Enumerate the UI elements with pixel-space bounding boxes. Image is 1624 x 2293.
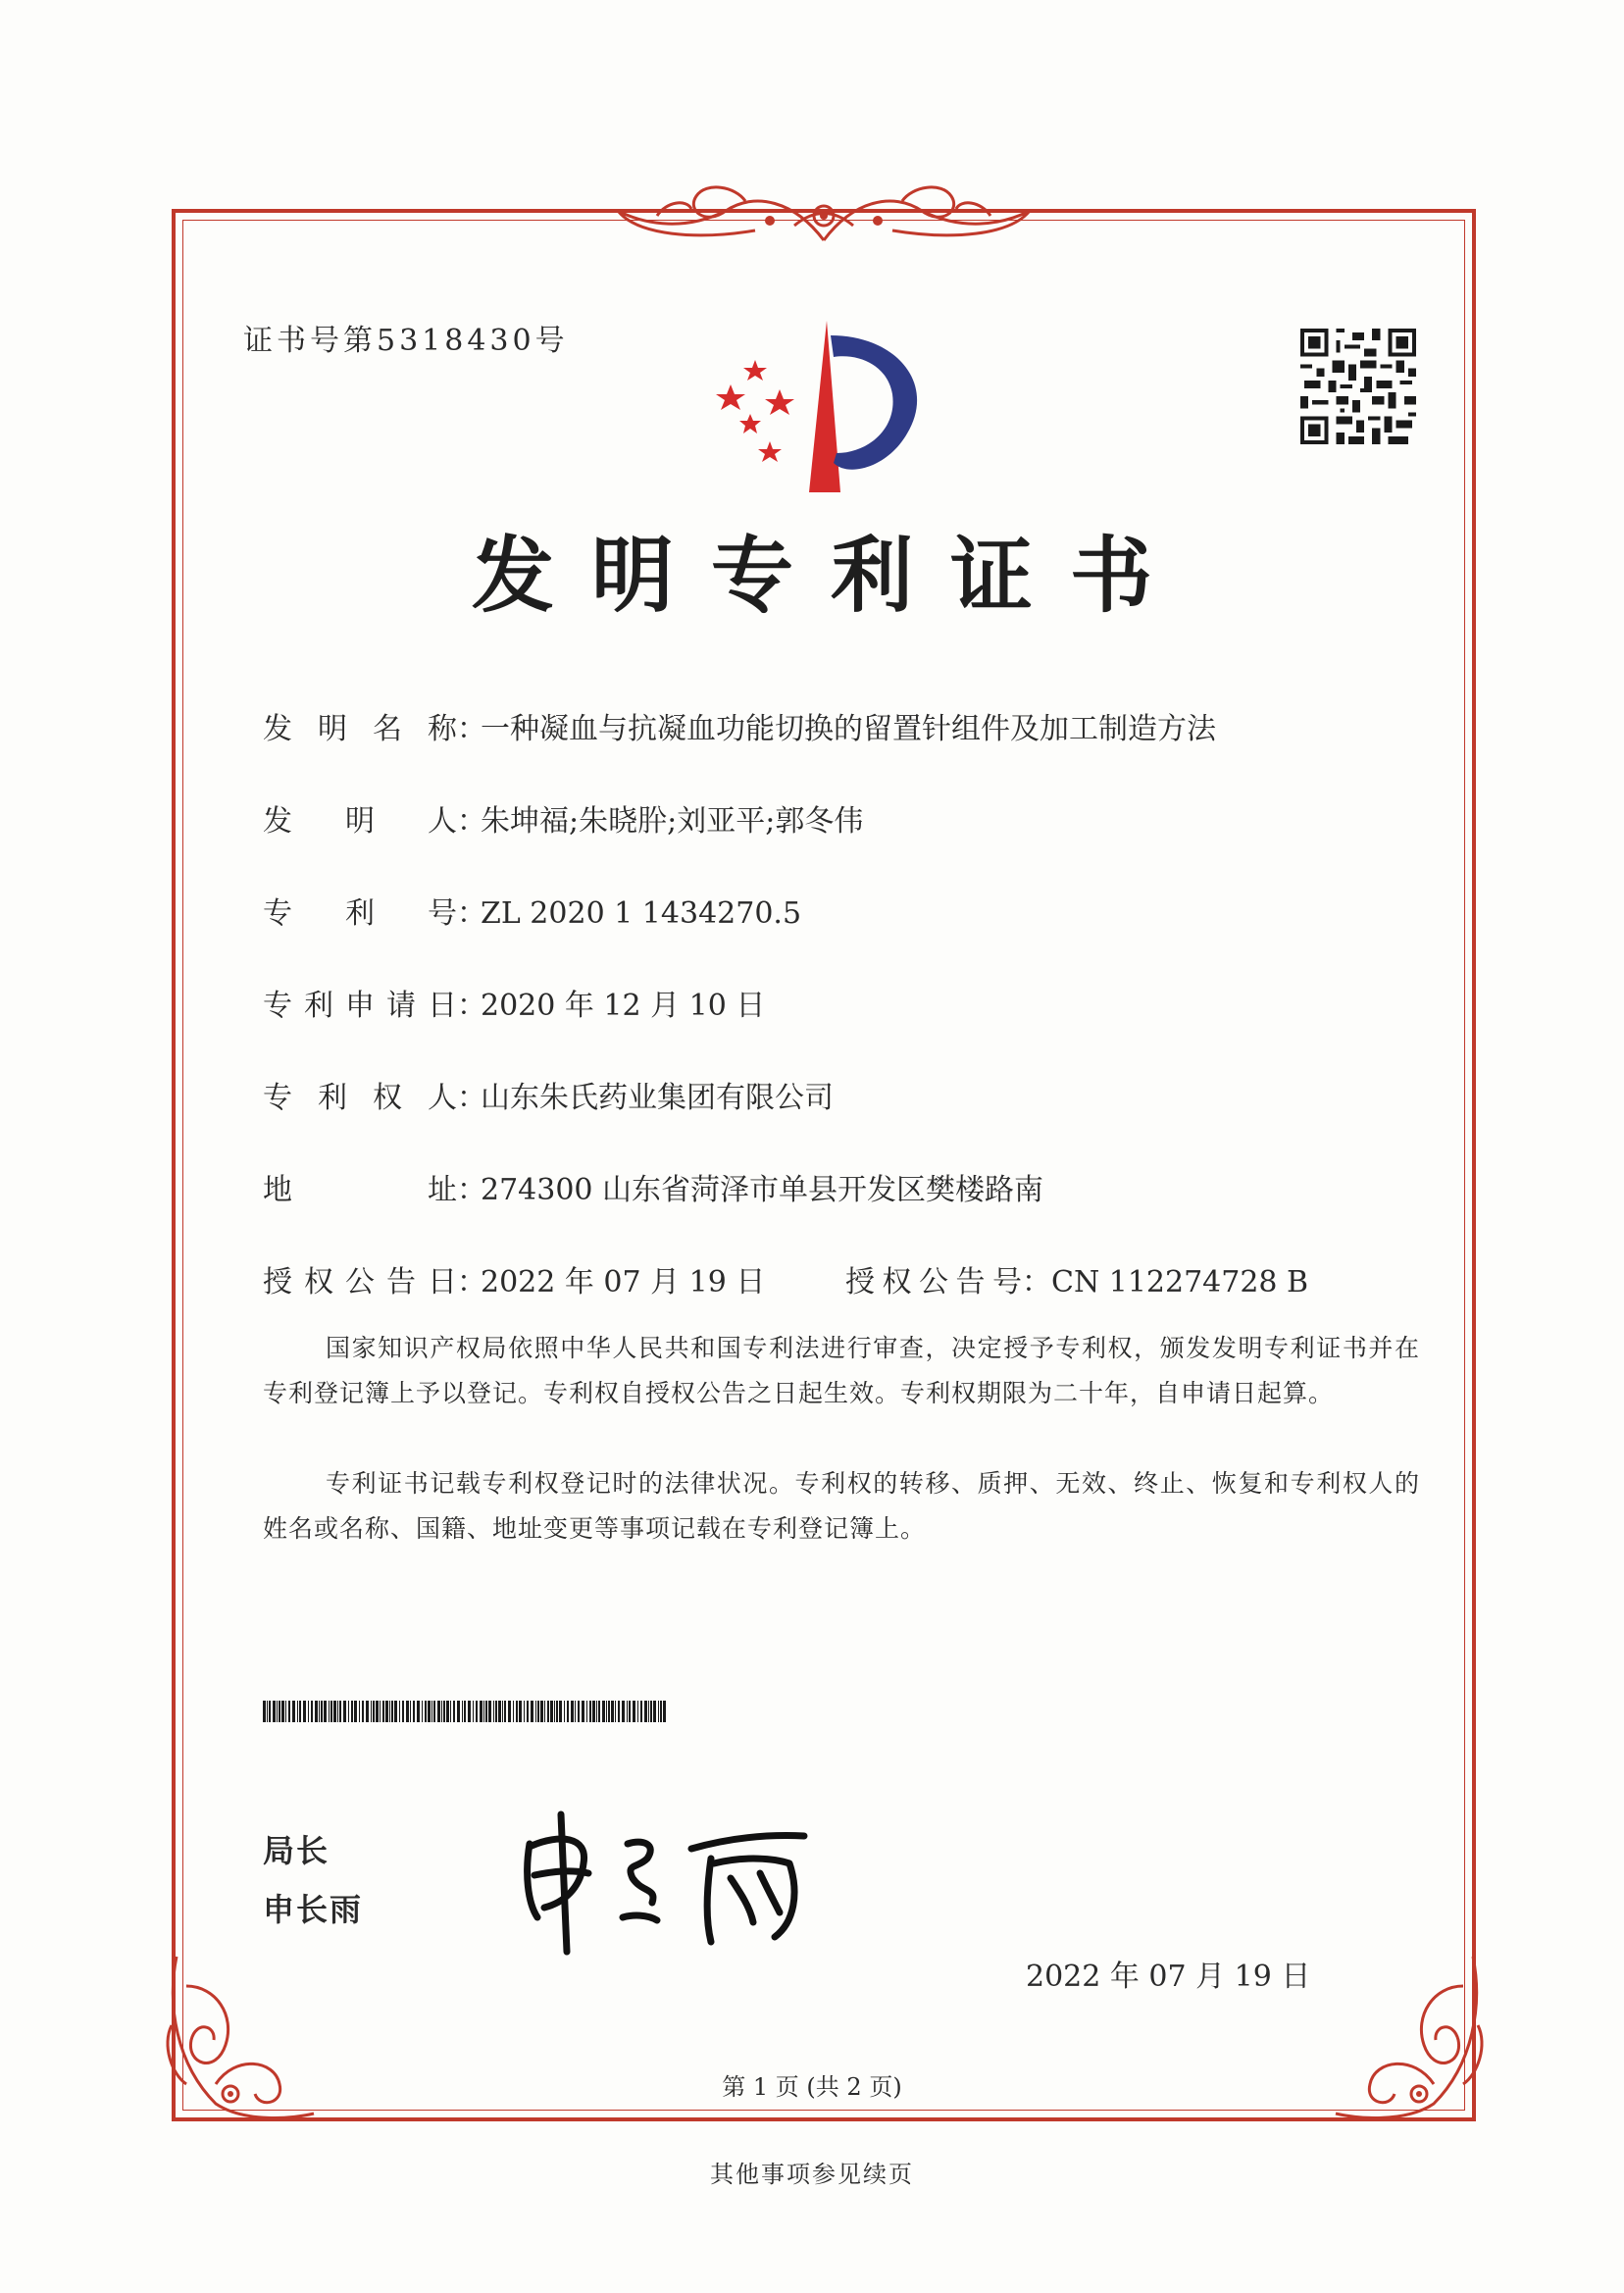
statement-paragraph-2: 专利证书记载专利权登记时的法律状况。专利权的转移、质押、无效、终止、恢复和专利权人的姓名或名称、国籍、地址变更等事项记载在专利登记簿上。 [263,1469,1420,1543]
field-label: 发明名称 [263,712,457,746]
barcode-bar [575,1701,576,1722]
barcode-bar [648,1701,649,1722]
barcode-icon [263,1701,667,1722]
barcode-bar [263,1701,266,1722]
field-value: 山东朱氏药业集团有限公司 [481,1081,834,1115]
barcode-bar [606,1701,607,1722]
field-label: 专利权人 [263,1081,457,1115]
barcode-bar [417,1701,420,1722]
barcode-bar [493,1701,494,1722]
field-label: 授权公告日 [263,1265,457,1299]
barcode-bar [578,1701,580,1722]
barcode-bar [351,1701,353,1722]
top-ornament-icon [598,181,1049,250]
barcode-bar [644,1701,647,1722]
barcode-bar [658,1701,659,1722]
barcode-bar [406,1701,409,1722]
barcode-bar [468,1701,471,1722]
field-label: 发明人 [263,804,457,839]
barcode-bar [627,1701,628,1722]
barcode-bar [618,1701,620,1722]
barcode-bar [524,1701,525,1722]
barcode-bar [554,1701,555,1722]
barcode-bar [453,1701,455,1722]
barcode-bar [582,1701,584,1722]
barcode-bar [446,1701,449,1722]
barcode-bar [273,1701,276,1722]
barcode-bar [277,1701,278,1722]
barcode-bar [362,1701,364,1722]
field-patentee: 专利权人：山东朱氏药业集团有限公司 [263,1073,834,1116]
barcode-bar [559,1701,562,1722]
barcode-bar [391,1701,393,1722]
barcode-bar [660,1701,662,1722]
barcode-bar [663,1701,666,1722]
field-label: 专利申请日 [263,989,457,1023]
barcode-bar [567,1701,569,1722]
director-title: 局长 [263,1832,330,1869]
statement-paragraph-1: 国家知识产权局依照中华人民共和国专利法进行审查，决定授予专利权，颁发发明专利证书并在专利登记簿上予以登记。专利权自授权公告之日起生效。专利权期限为二十年，自申请日起算。 [263,1334,1420,1407]
barcode-bar [267,1701,268,1722]
barcode-bar [366,1701,369,1722]
barcode-bar [476,1701,478,1722]
barcode-bar [640,1701,642,1722]
barcode-bar [480,1701,482,1722]
field-value: 2022 年 07 月 19 日 [481,1265,766,1299]
barcode-bar [431,1701,432,1722]
barcode-bar [321,1701,323,1722]
barcode-bar [462,1701,463,1722]
barcode-bar [586,1701,587,1722]
barcode-bar [428,1701,431,1722]
field-label: 专利号 [263,896,457,931]
barcode-bar [544,1701,545,1722]
barcode-bar [653,1701,656,1722]
barcode-bar [394,1701,397,1722]
director-name: 申长雨 [263,1891,364,1928]
barcode-bar [527,1701,529,1722]
barcode-bar [279,1701,280,1722]
barcode-bar [547,1701,549,1722]
page-title: 发明专利证书 [471,528,1190,624]
barcode-bar [502,1701,503,1722]
field-patent-number: 专利号：ZL 2020 1 1434270.5 [263,889,801,932]
barcode-bar [498,1701,501,1722]
barcode-bar [508,1701,511,1722]
field-announcement-number: 授权公告号：CN 112274728 B [845,1257,1308,1300]
barcode-bar [637,1701,638,1722]
barcode-bar [608,1701,610,1722]
barcode-bar [308,1701,309,1722]
barcode-bar [592,1701,595,1722]
field-value: 朱坤福;朱晓肸;刘亚平;郭冬伟 [481,804,864,839]
barcode-bar [402,1701,404,1722]
barcode-bar [596,1701,597,1722]
barcode-bar [371,1701,372,1722]
field-address: 地址：274300 山东省菏泽市单县开发区樊楼路南 [263,1165,1043,1208]
cnipa-logo-icon [711,316,941,497]
barcode-bar [556,1701,558,1722]
barcode-bar [382,1701,384,1722]
barcode-bar [483,1701,484,1722]
barcode-bar [376,1701,379,1722]
sign-date: 2022 年 07 月 19 日 [1026,1960,1311,1994]
barcode-bar [450,1701,451,1722]
barcode-bar [281,1701,284,1722]
field-value: 274300 山东省菏泽市单县开发区樊楼路南 [481,1173,1044,1207]
barcode-bar [650,1701,652,1722]
barcode-bar [373,1701,375,1722]
barcode-bar [464,1701,466,1722]
certificate-number: 证书号第5318430号 [243,324,569,358]
barcode-bar [380,1701,381,1722]
barcode-bar [433,1701,435,1722]
barcode-bar [410,1701,411,1722]
field-value: 一种凝血与抗凝血功能切换的留置针组件及加工制造方法 [481,712,1216,746]
field-label: 授权公告号 [845,1265,1022,1299]
barcode-bar [633,1701,635,1722]
barcode-bar [535,1701,536,1722]
barcode-bar [319,1701,320,1722]
barcode-bar [399,1701,400,1722]
field-label: 地址 [263,1173,457,1207]
qr-code-icon [1300,329,1416,444]
barcode-bar [564,1701,565,1722]
barcode-bar [389,1701,390,1722]
barcode-bar [571,1701,574,1722]
barcode-bar [311,1701,313,1722]
barcode-bar [622,1701,625,1722]
signature-icon [510,1805,863,1962]
footer-note: 其他事项参见续页 [710,2161,914,2188]
barcode-bar [629,1701,631,1722]
field-inventors: 发明人：朱坤福;朱晓肸;刘亚平;郭冬伟 [263,796,863,840]
barcode-bar [531,1701,533,1722]
barcode-bar [473,1701,474,1722]
barcode-bar [589,1701,591,1722]
barcode-bar [441,1701,442,1722]
barcode-bar [516,1701,518,1722]
barcode-bar [615,1701,616,1722]
field-value: 2020 年 12 月 10 日 [481,989,766,1023]
field-value: ZL 2020 1 1434270.5 [481,896,802,931]
barcode-bar [519,1701,522,1722]
barcode-bar [425,1701,427,1722]
barcode-bar [495,1701,497,1722]
barcode-bar [303,1701,306,1722]
barcode-bar [292,1701,295,1722]
barcode-bar [537,1701,539,1722]
barcode-bar [333,1701,336,1722]
barcode-bar [457,1701,460,1722]
barcode-bar [299,1701,301,1722]
barcode-bar [337,1701,338,1722]
barcode-bar [485,1701,487,1722]
barcode-bar [339,1701,341,1722]
barcode-bar [288,1701,290,1722]
barcode-bar [348,1701,349,1722]
field-grant-date: 授权公告日：2022 年 07 月 19 日 [263,1257,765,1300]
barcode-bar [343,1701,346,1722]
barcode-bar [315,1701,318,1722]
barcode-bar [324,1701,327,1722]
barcode-bar [359,1701,360,1722]
barcode-bar [437,1701,440,1722]
barcode-bar [297,1701,298,1722]
barcode-bar [330,1701,332,1722]
barcode-bar [598,1701,600,1722]
barcode-bar [354,1701,357,1722]
barcode-bar [385,1701,388,1722]
barcode-bar [269,1701,271,1722]
barcode-bar [488,1701,491,1722]
barcode-bar [443,1701,445,1722]
barcode-bar [550,1701,553,1722]
barcode-bar [504,1701,506,1722]
field-value: CN 112274728 B [1051,1265,1309,1299]
barcode-bar [513,1701,514,1722]
barcode-bar [540,1701,543,1722]
barcode-bar [285,1701,286,1722]
barcode-bar [611,1701,614,1722]
field-invention-name: 发明名称：一种凝血与抗凝血功能切换的留置针组件及加工制造方法 [263,704,1216,747]
barcode-bar [602,1701,605,1722]
barcode-bar [329,1701,330,1722]
barcode-bar [413,1701,415,1722]
field-application-date: 专利申请日：2020 年 12 月 10 日 [263,981,765,1024]
page-number: 第 1 页 (共 2 页) [722,2073,902,2101]
barcode-bar [422,1701,423,1722]
